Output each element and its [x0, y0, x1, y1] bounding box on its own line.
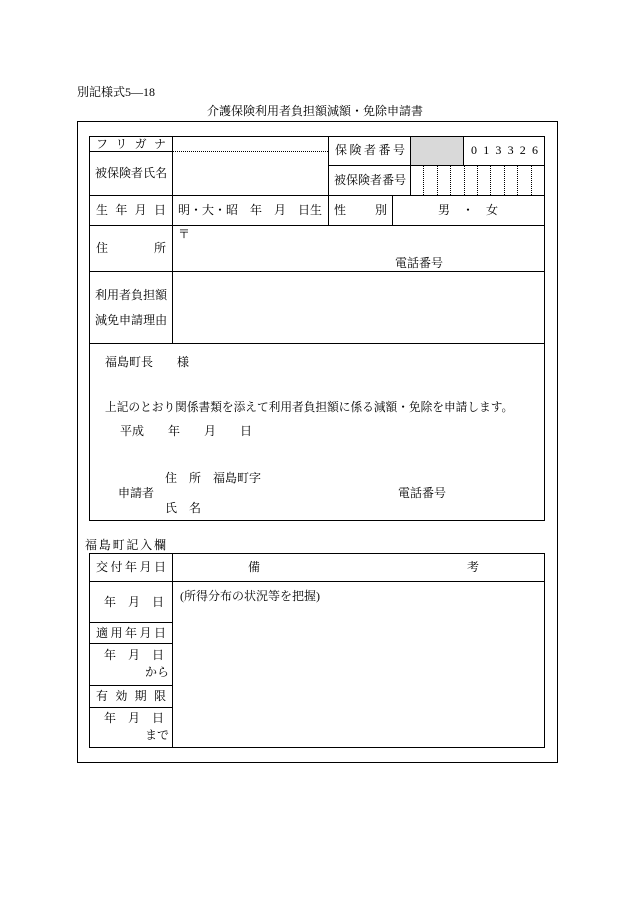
applicant-table [89, 136, 545, 344]
insurer-number-value-char: 3 [507, 143, 514, 157]
birthdate-value: 明・大・昭 年 月 日生 [178, 203, 323, 217]
reason-label-line1-char: 利 [95, 288, 108, 302]
issue-date-value: 年 月 日 [104, 595, 165, 609]
application-date: 平成 年 月 日 [120, 424, 253, 438]
applicant-label: 申請者 [118, 486, 155, 500]
insured-name-label-char: 名 [155, 166, 168, 180]
effective-date-value: 年 月 日 [104, 648, 165, 662]
furigana-label-char: ナ [153, 137, 166, 151]
address-label-char: 住 [96, 241, 109, 255]
insurer-number-shaded-cell [411, 137, 463, 165]
reason-label-line2-char: 免 [107, 313, 120, 327]
validity-label-char: 期 [134, 689, 147, 703]
sex-label-char: 性 [334, 203, 347, 217]
insurer-number-label-char: 者 [363, 143, 376, 157]
digit-box [532, 166, 544, 195]
digit-box [478, 166, 491, 195]
reason-label-line2-char: 申 [119, 313, 132, 327]
declaration-section [89, 344, 544, 520]
insured-number-label-char: 番 [382, 173, 395, 187]
effective-date-label-char: 月 [139, 626, 152, 640]
insured-name-field [173, 152, 328, 195]
remarks-label-char: 備 [248, 560, 261, 574]
insured-number-label-char: 号 [394, 173, 407, 187]
remarks-label [248, 561, 479, 573]
digit-box [438, 166, 451, 195]
address-phone-label: 電話番号 [395, 256, 444, 270]
insurer-number-value-char: 1 [483, 143, 490, 157]
effective-date-label-char: 適 [96, 626, 109, 640]
birthdate-label-char: 生 [96, 203, 109, 217]
issue-date-label-char: 付 [110, 560, 123, 574]
insured-number-digit-boxes [411, 166, 544, 195]
insured-name-label-char: 険 [119, 166, 132, 180]
furigana-label-char: リ [115, 137, 128, 151]
digit-box [518, 166, 531, 195]
furigana-field [173, 136, 328, 152]
reason-label-line2-char: 理 [143, 313, 156, 327]
insured-name-label-char: 被 [95, 166, 108, 180]
effective-date-label-char: 日 [153, 626, 166, 640]
insurer-number-label [335, 144, 405, 156]
insured-name-label-char: 者 [131, 166, 144, 180]
reason-label-line2-char: 減 [95, 313, 108, 327]
reason-label-line2-char: 請 [131, 313, 144, 327]
insurer-number-value-char: 0 [471, 143, 477, 157]
insurer-number-label-char: 険 [349, 143, 362, 157]
remarks-note: (所得分布の状況等を把握) [180, 589, 320, 603]
insurer-number-value-char: 2 [519, 143, 526, 157]
insured-number-label-char: 保 [346, 173, 359, 187]
remarks-field [173, 582, 544, 747]
reason-label-line2 [95, 314, 167, 326]
digit-box [491, 166, 504, 195]
sex-options: 男 ・ 女 [438, 203, 499, 217]
validity-label-char: 効 [115, 689, 128, 703]
form-title: 介護保険利用者負担額減額・免除申請書 [207, 104, 424, 118]
furigana-label [96, 138, 166, 150]
applicant-address-line: 住 所 福島町字 [165, 471, 262, 485]
effective-date-label-char: 用 [110, 626, 123, 640]
furigana-label-char: フ [96, 137, 109, 151]
validity-until-suffix: まで [145, 728, 170, 742]
birthdate-label-char: 月 [134, 203, 147, 217]
validity-label-char: 有 [96, 689, 109, 703]
insured-number-label [334, 174, 406, 186]
insured-number-label-char: 者 [370, 173, 383, 187]
applicant-phone-label: 電話番号 [398, 486, 447, 500]
addressee: 福島町長 様 [105, 355, 190, 369]
effective-date-label-char: 年 [124, 626, 137, 640]
reason-label-line1-char: 者 [119, 288, 132, 302]
declaration-statement: 上記のとおり関係書類を添えて利用者負担額に係る減額・免除を申請します。 [105, 401, 514, 414]
insurer-number-value [471, 144, 538, 156]
office-use-heading: 福島町記入欄 [85, 538, 168, 552]
insured-name-label-char: 氏 [143, 166, 156, 180]
insured-number-label-char: 険 [358, 173, 371, 187]
address-label [96, 242, 166, 254]
applicant-name-line: 氏 名 [165, 501, 202, 515]
reason-label-line1-char: 担 [143, 288, 156, 302]
insurer-number-value-char: 3 [495, 143, 502, 157]
validity-label [96, 690, 166, 702]
birthdate-label-char: 日 [153, 203, 166, 217]
insured-name-label-char: 保 [107, 166, 120, 180]
insured-number-label-char: 被 [334, 173, 347, 187]
birthdate-label [96, 204, 166, 216]
insurer-number-label-char: 号 [392, 143, 405, 157]
digit-box [505, 166, 518, 195]
birthdate-label-char: 年 [115, 203, 128, 217]
validity-date-value: 年 月 日 [104, 711, 165, 725]
digit-box [451, 166, 464, 195]
reason-label-line2-char: 由 [155, 313, 168, 327]
digit-box [424, 166, 437, 195]
reason-label-line1-char: 額 [155, 288, 168, 302]
postal-mark: 〒 [178, 227, 191, 241]
reason-label-line1-char: 用 [107, 288, 120, 302]
issue-date-label-char: 月 [139, 560, 152, 574]
issue-date-label [96, 561, 166, 573]
reason-label-line1 [95, 289, 167, 301]
remarks-label-char: 考 [466, 560, 479, 574]
issue-date-label-char: 日 [153, 560, 166, 574]
insurer-number-label-char: 保 [335, 143, 348, 157]
issue-date-label-char: 交 [96, 560, 109, 574]
address-label-char: 所 [153, 241, 166, 255]
digit-box [411, 166, 424, 195]
insured-name-label [95, 167, 167, 179]
digit-box [465, 166, 478, 195]
reason-field [173, 272, 544, 343]
office-use-table [89, 553, 545, 748]
effective-from-suffix: から [145, 665, 170, 679]
sex-label-char: 別 [374, 203, 387, 217]
insurer-number-label-char: 番 [378, 143, 391, 157]
reason-label-line1-char: 負 [131, 288, 144, 302]
effective-date-label [96, 627, 166, 639]
furigana-label-char: ガ [134, 137, 147, 151]
validity-label-char: 限 [153, 689, 166, 703]
form-code: 別記様式5—18 [77, 85, 156, 99]
insurer-number-value-char: 6 [531, 143, 538, 157]
issue-date-label-char: 年 [124, 560, 137, 574]
address-field [173, 226, 544, 271]
sex-label [334, 204, 387, 216]
